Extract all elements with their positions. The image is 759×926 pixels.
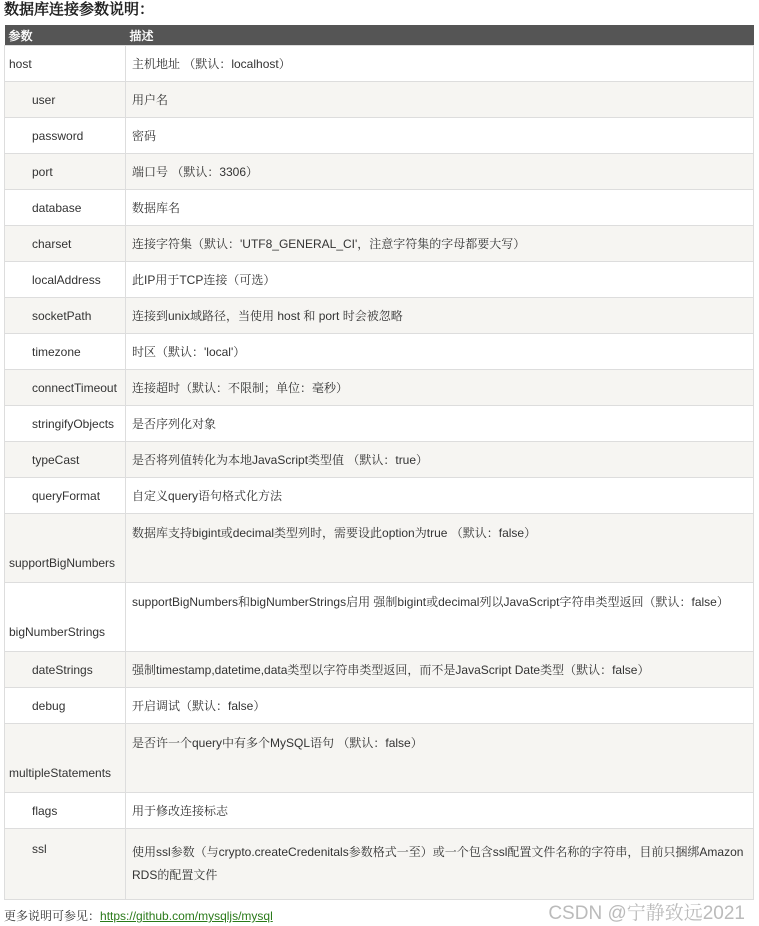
table-row — [5, 370, 754, 406]
param-cell: port — [5, 154, 126, 190]
param-cell: dateStrings — [5, 652, 126, 688]
param-cell: debug — [5, 688, 126, 724]
table-row — [5, 82, 754, 118]
desc-cell: 连接字符集（默认：'UTF8_GENERAL_CI'，注意字符集的字母都要大写） — [126, 226, 754, 262]
desc-cell: 开启调试（默认：false） — [126, 688, 754, 724]
param-cell: bigNumberStrings — [5, 583, 126, 652]
table-row — [5, 583, 754, 652]
desc-cell: 自定义query语句格式化方法 — [126, 478, 754, 514]
desc-cell: 时区（默认：'local'） — [126, 334, 754, 370]
page-title: 数据库连接参数说明： — [4, 1, 155, 18]
desc-cell: 端口号 （默认：3306） — [126, 154, 754, 190]
param-cell: multipleStatements — [5, 724, 126, 793]
table-row — [5, 190, 754, 226]
table-row — [5, 262, 754, 298]
desc-cell: 是否许一个query中有多个MySQL语句 （默认：false） — [126, 724, 754, 793]
param-cell: typeCast — [5, 442, 126, 478]
desc-cell: 连接到unix域路径，当使用 host 和 port 时会被忽略 — [126, 298, 754, 334]
table-row — [5, 829, 754, 900]
table-row — [5, 514, 754, 583]
table-row — [5, 154, 754, 190]
desc-cell: 密码 — [126, 118, 754, 154]
desc-cell: 连接超时（默认：不限制；单位：毫秒） — [126, 370, 754, 406]
desc-cell: supportBigNumbers和bigNumberStrings启用 强制bigint或decimal列以JavaScript字符串类型返回（默认：false） — [126, 583, 754, 652]
param-cell: stringifyObjects — [5, 406, 126, 442]
table-row — [5, 724, 754, 793]
param-cell: user — [5, 82, 126, 118]
param-cell: timezone — [5, 334, 126, 370]
header-param: 参数 — [5, 25, 126, 46]
table-row — [5, 652, 754, 688]
table-row — [5, 406, 754, 442]
desc-cell: 数据库支持bigint或decimal类型列时，需要设此option为true （默认：false） — [126, 514, 754, 583]
footer-row — [4, 902, 754, 926]
desc-cell: 用于修改连接标志 — [126, 793, 754, 829]
param-cell: supportBigNumbers — [5, 514, 126, 583]
param-cell: localAddress — [5, 262, 126, 298]
param-cell: host — [5, 46, 126, 82]
table-row — [5, 118, 754, 154]
param-cell: password — [5, 118, 126, 154]
desc-cell: 此IP用于TCP连接（可选） — [126, 262, 754, 298]
desc-cell: 是否将列值转化为本地JavaScript类型值 （默认：true） — [126, 442, 754, 478]
desc-cell: 数据库名 — [126, 190, 754, 226]
param-cell: ssl — [5, 829, 126, 900]
table-row — [5, 688, 754, 724]
desc-cell: 使用ssl参数（与crypto.createCredenitals参数格式一至）或一个包含ssl配置文件名称的字符串，目前只捆绑Amazon RDS的配置文件 — [126, 829, 754, 900]
table-row — [5, 334, 754, 370]
table-row — [5, 442, 754, 478]
table-header — [5, 25, 754, 46]
table-row — [5, 478, 754, 514]
param-cell: charset — [5, 226, 126, 262]
header-desc: 描述 — [126, 25, 754, 46]
param-cell: queryFormat — [5, 478, 126, 514]
param-cell: flags — [5, 793, 126, 829]
params-table — [4, 25, 754, 900]
desc-cell: 用户名 — [126, 82, 754, 118]
footer-label: 更多说明可参见： — [4, 909, 101, 923]
param-cell: socketPath — [5, 298, 126, 334]
github-link[interactable]: https://github.com/mysqljs/mysql — [100, 909, 273, 923]
desc-cell: 是否序列化对象 — [126, 406, 754, 442]
param-cell: connectTimeout — [5, 370, 126, 406]
desc-cell: 强制timestamp,datetime,data类型以字符串类型返回，而不是JavaScript Date类型（默认：false） — [126, 652, 754, 688]
param-cell: database — [5, 190, 126, 226]
desc-cell: 主机地址 （默认：localhost） — [126, 46, 754, 82]
watermark: CSDN @宁静致远2021 — [548, 903, 745, 924]
table-row — [5, 793, 754, 829]
table-row — [5, 46, 754, 82]
table-row — [5, 226, 754, 262]
footer-note — [4, 908, 273, 926]
table-row — [5, 298, 754, 334]
